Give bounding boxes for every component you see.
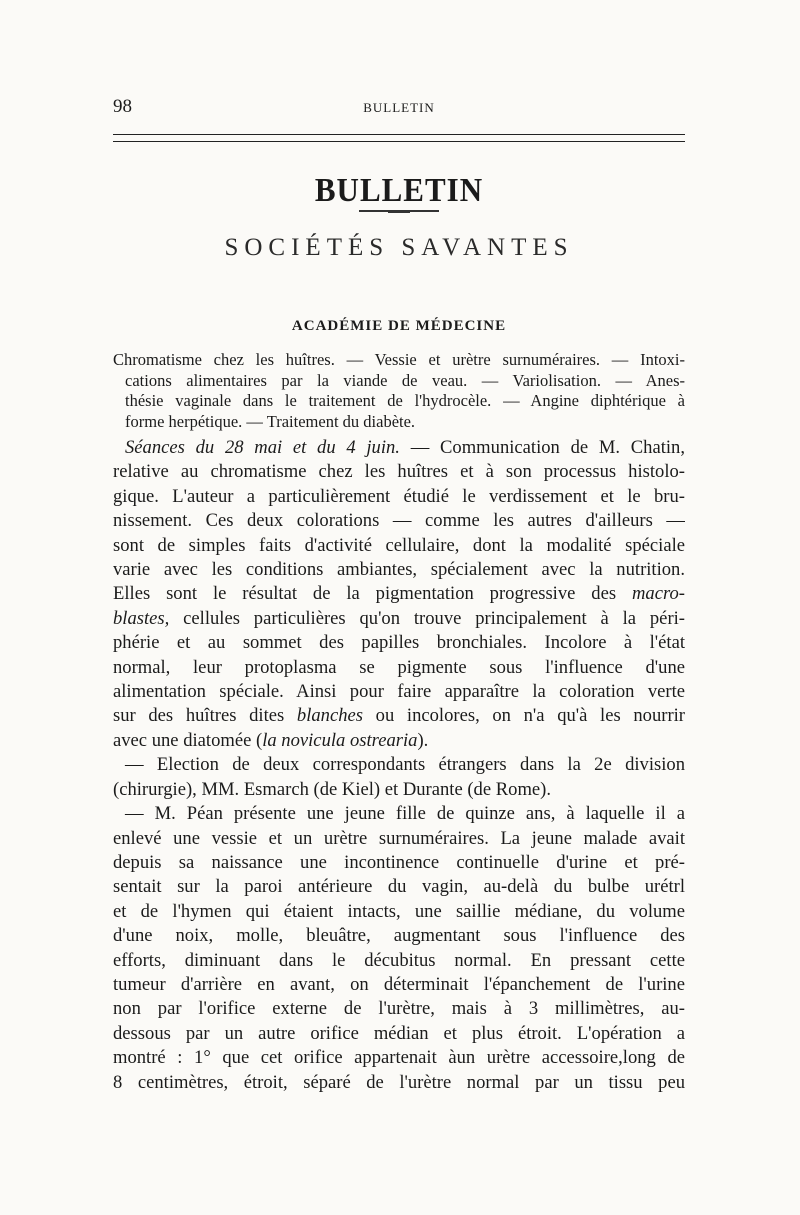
body-line: 8 centimètres, étroit, séparé de l'urètre normal par un tissu peu <box>113 1071 685 1093</box>
body-line: (chirurgie), MM. Esmarch (de Kiel) et Durante (de Rome). <box>113 778 552 800</box>
body-line: sur des huîtres dites blanches ou incolores, on n'a qu'à les nourrir <box>113 705 685 727</box>
summary-line: Chromatisme chez les huîtres. — Vessie et urètre surnuméraires. — Intoxi- <box>113 350 685 369</box>
body-line: avec une diatomée (la novicula ostrearia). <box>113 729 429 751</box>
body-line: Séances du 28 mai et du 4 juin. — Communication de M. Chatin, <box>125 437 685 458</box>
body-line: sentait sur la paroi antérieure du vagin, au-delà du bulbe urétrl <box>113 876 685 898</box>
body-line: blastes, cellules particulières qu'on trouve principalement à la péri- <box>113 607 685 629</box>
body-line: normal, leur protoplasma se pigmente sous l'influence d'une <box>113 656 685 678</box>
body-line: alimentation spéciale. Ainsi pour faire apparaître la coloration verte <box>113 681 685 703</box>
section-subtitle: SOCIÉTÉS SAVANTES <box>224 234 574 261</box>
body-line: tumeur d'arrière en avant, on déterminait l'épanchement de l'urine <box>113 973 685 995</box>
summary-block <box>113 350 685 432</box>
body-line: relative au chromatisme chez les huîtres et à son processus histolo- <box>113 461 685 483</box>
summary-line: forme herpétique. — Traitement du diabète. <box>125 411 416 431</box>
body-line: depuis sa naissance une incontinence continuelle d'urine et pré- <box>113 851 685 873</box>
body-line: dessous par un autre orifice médian et plus étroit. L'opération a <box>113 1022 685 1044</box>
running-head <box>113 96 685 126</box>
section-heading: ACADÉMIE DE MÉDECINE <box>291 318 507 334</box>
body-line: — Election de deux correspondants étrangers dans la 2e division <box>125 754 685 776</box>
body-text <box>113 436 685 1095</box>
body-line: varie avec les conditions ambiantes, spécialement avec la nutrition. <box>113 559 685 581</box>
summary-line: thésie vaginale dans le traitement de l'hydrocèle. — Angine diphtérique à <box>125 391 685 410</box>
header-rule-bottom <box>113 141 685 142</box>
body-line: gique. L'auteur a particulièrement étudié le verdissement et le bru- <box>113 485 685 507</box>
body-line: — M. Péan présente une jeune fille de quinze ans, à laquelle il a <box>125 803 685 825</box>
session-dates: Séances du 28 mai et du 4 juin. <box>125 437 400 458</box>
body-line: montré : 1° que cet orifice appartenait àun urètre accessoire,long de <box>113 1047 685 1069</box>
summary-line: cations alimentaires par la viande de veau. — Variolisation. — Anes- <box>125 370 685 390</box>
body-line: Elles sont le résultat de la pigmentation progressive des macro- <box>113 583 685 605</box>
header-rule-top <box>113 134 685 135</box>
body-line: nissement. Ces deux colorations — comme les autres d'ailleurs — <box>113 510 685 532</box>
body-line: et de l'hymen qui étaient intacts, une saillie médiane, du volume <box>113 900 685 922</box>
body-line: non par l'orifice externe de l'urètre, mais à 3 millimètres, au- <box>113 998 685 1020</box>
body-line: d'une noix, molle, bleuâtre, augmentant sous l'influence des <box>113 925 685 947</box>
page-title: BULLETIN <box>314 170 484 209</box>
body-line: enlevé une vessie et un urètre surnuméraires. La jeune malade avait <box>113 827 685 849</box>
body-line: efforts, diminuant dans le décubitus normal. En pressant cette <box>113 949 685 971</box>
body-line: sont de simples faits d'activité cellulaire, dont la modalité spéciale <box>113 534 685 556</box>
running-title: BULLETIN <box>363 100 435 115</box>
page-number: 98 <box>113 96 132 117</box>
body-line: phérie et au sommet des papilles bronchiales. Incolore à l'état <box>113 632 685 654</box>
title-ornament <box>359 210 439 214</box>
document-page <box>113 96 685 1093</box>
